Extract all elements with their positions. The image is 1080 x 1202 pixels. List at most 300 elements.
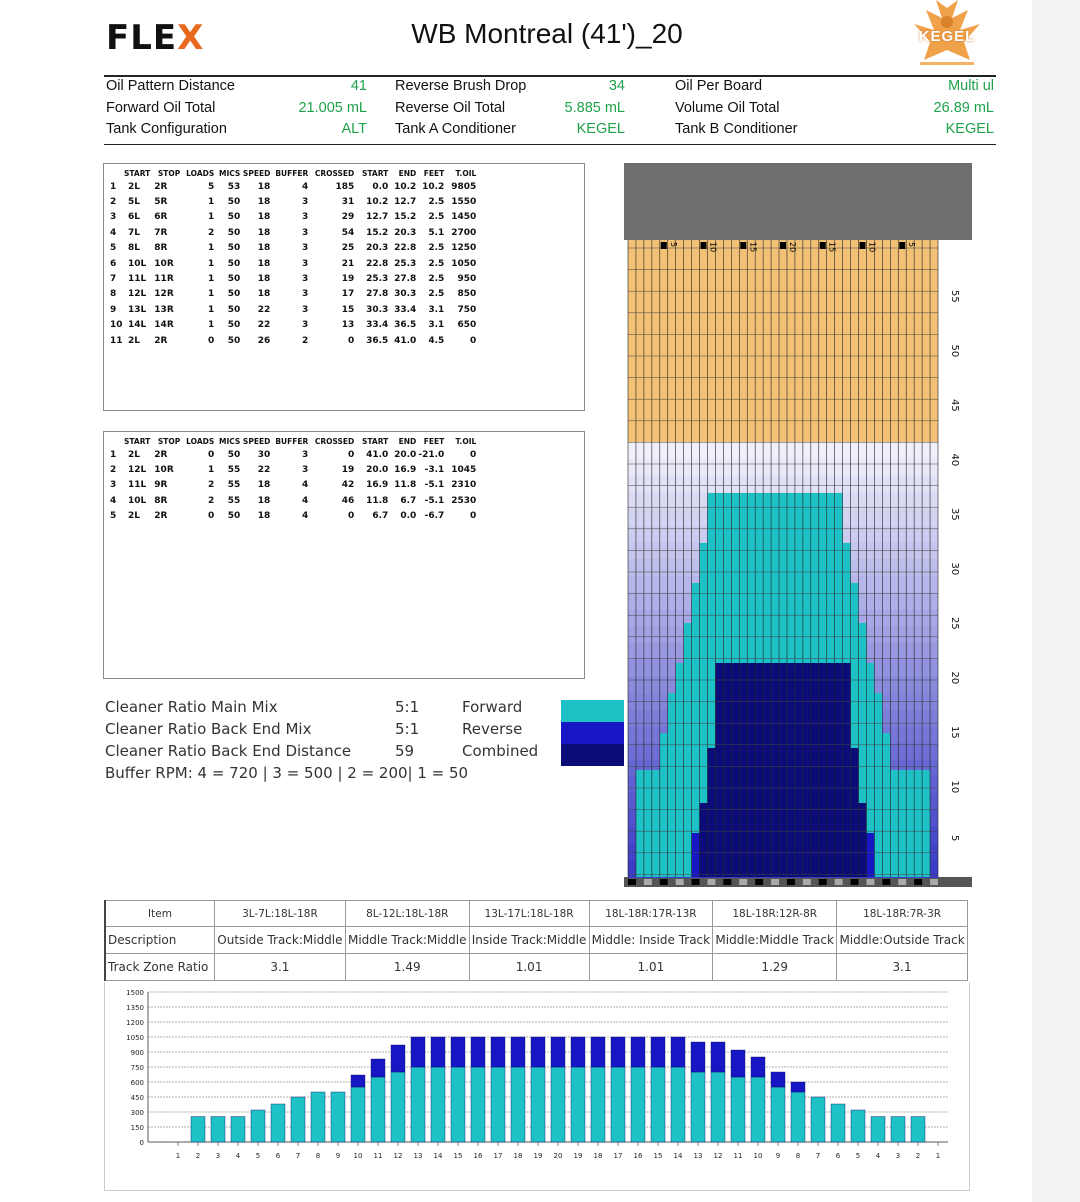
combined-oil-board [859,803,867,877]
forward-oil-board [636,770,644,877]
table-cell: 1 [208,274,215,285]
table-cell: 4.5 [428,335,445,346]
table-cell: 50 [227,320,241,331]
bar-reverse [651,1037,665,1067]
zone-header-cell: 18L-18R:17R-13R [589,901,713,927]
table-cell: 185 [335,181,355,192]
combined-oil-board [771,663,779,877]
foul-dot [692,879,700,885]
table-cell: 36.5 [394,320,417,331]
x-tick-label: 18 [593,1152,603,1160]
table-cell: 55 [227,480,241,491]
column-header [110,435,124,447]
reverse-swatch [561,722,625,744]
top-board-label: 5 [907,242,917,248]
table-cell: 5R [154,197,168,208]
table-cell: 18 [257,197,271,208]
table-cell: 22.8 [366,258,389,269]
column-header: FEET [423,168,445,178]
target-arrow [780,242,786,249]
info-label: Oil Pattern Distance [106,78,235,94]
x-tick-label: 13 [693,1152,703,1160]
x-tick-label: 4 [875,1152,881,1160]
x-tick-label: 18 [513,1152,523,1160]
table-cell: 6L [128,212,140,223]
zone-description-cell: Outside Track:Middle [215,927,346,954]
table-cell: 7 [110,274,117,285]
legend-label: Combined [462,742,539,760]
x-tick-label: 19 [573,1152,583,1160]
table-cell: 10.2 [394,181,417,192]
column-header: FEET [423,436,445,446]
reverse-oil-board [692,833,700,877]
forward-oil-board [898,770,906,877]
y-tick-label: 600 [130,1079,144,1087]
table-cell: 4 [110,227,117,238]
table-cell: 17 [341,289,355,300]
foul-dot [676,879,684,885]
table-cell: 22 [257,320,271,331]
x-tick-label: 10 [353,1152,363,1160]
y-tick-label: 1350 [126,1004,144,1012]
foul-dot [851,879,859,885]
combined-oil-board [779,663,787,877]
top-board-label: 10 [867,242,877,253]
x-tick-label: 3 [215,1152,221,1160]
table-row [110,478,476,493]
table-cell: 2L [128,335,140,346]
table-cell: 850 [457,289,477,300]
x-tick-label: 15 [453,1152,463,1160]
x-tick-label: 19 [533,1152,543,1160]
info-label: Volume Oil Total [675,100,780,116]
bar-forward [491,1067,505,1142]
table-cell: 9R [154,480,168,491]
table-cell: 18 [257,227,271,238]
forward-oil-board [676,663,684,877]
table-cell: 2R [154,181,168,192]
bar-forward [471,1067,485,1142]
table-cell: 0 [208,335,215,346]
bar-reverse [431,1037,445,1067]
table-cell: 12.7 [366,212,389,223]
column-header [110,167,124,179]
table-cell: 3 [302,274,309,285]
x-tick-label: 7 [295,1152,301,1160]
table-cell: 36.5 [366,335,389,346]
legend-label: Reverse [462,720,523,738]
column-header: SPEED [242,436,271,446]
table-cell: 25 [341,243,355,254]
zone-description-cell: Middle: Inside Track [589,927,713,954]
zone-ratio-cell: Track Zone Ratio [105,954,215,981]
bar-reverse [371,1059,385,1077]
column-header: START [362,436,389,446]
forward-oil-board [652,770,660,877]
table-cell: 0.0 [400,511,417,522]
foul-dot [644,879,652,885]
info-col-1 [106,78,367,142]
table-cell: 8R [154,243,168,254]
x-tick-label: 16 [633,1152,643,1160]
table-cell: 20.0 [366,465,389,476]
table-row [110,194,476,209]
table-cell: 54 [341,227,355,238]
x-tick-label: 15 [653,1152,663,1160]
buffer-rpm: Buffer RPM: 4 = 720 | 3 = 500 | 2 = 200| 1 = 50 [105,764,469,782]
table-row [110,318,476,333]
table-cell: 5L [128,197,140,208]
target-arrow [661,242,667,249]
table-cell: 18 [257,495,271,506]
table-cell: 15 [341,304,355,315]
y-tick-label: 1200 [126,1019,144,1027]
x-tick-label: 14 [673,1152,683,1160]
table-row [110,302,476,317]
bar-forward [691,1072,705,1142]
table-cell: 50 [227,212,241,223]
table-cell: 18 [257,274,271,285]
combined-oil-board [819,663,827,877]
combined-oil-board [731,663,739,877]
bar-forward [451,1067,465,1142]
table-cell: 15.2 [394,212,417,223]
table-cell: 41.0 [394,335,417,346]
x-tick-label: 11 [733,1152,743,1160]
pattern-title: WB Montreal (41')_20 [411,18,683,49]
x-tick-label: 6 [835,1152,841,1160]
distance-label: 50 [949,344,960,358]
pattern-gradient-band [628,442,938,460]
column-header: START [124,436,151,446]
table-cell: 33.4 [366,320,389,331]
table-cell: 12L [128,465,147,476]
table-cell: 2700 [451,227,477,238]
table-cell: 10L [128,258,147,269]
table-cell: 11.8 [366,495,389,506]
table-cell: 11.8 [394,480,417,491]
combined-oil-board [723,663,731,877]
foul-dot [898,879,906,885]
table-cell: 18 [257,243,271,254]
zone-description-cell: Inside Track:Middle [469,927,589,954]
column-header: MICS [218,168,241,178]
table-cell: 4 [302,511,309,522]
bar-forward [331,1092,345,1142]
table-cell: 2 [208,480,215,491]
table-cell: 50 [227,304,241,315]
flex-logo: FLEX [106,18,205,58]
distance-label: 55 [949,290,960,303]
kegel-logo: KEGEL [906,0,988,72]
table-cell: 33.4 [394,304,417,315]
bar-forward [711,1072,725,1142]
table-cell: 11L [128,274,147,285]
table-cell: 27.8 [366,289,389,300]
table-cell: 3 [302,304,309,315]
column-header: STOP [157,436,181,446]
table-cell: 22.8 [394,243,417,254]
table-cell: 46 [341,495,355,506]
table-cell: 14L [128,320,147,331]
x-tick-label: 5 [255,1152,261,1160]
combined-oil-board [811,663,819,877]
table-cell: 10.2 [422,181,445,192]
combined-oil-board [787,663,795,877]
bar-reverse [451,1037,465,1067]
x-tick-label: 4 [235,1152,241,1160]
zone-header-cell: 8L-12L:18L-18R [345,901,469,927]
table-cell: 4 [302,480,309,491]
combined-oil-board [739,663,747,877]
column-header: CROSSED [314,436,355,446]
pattern-gradient-band [628,475,938,493]
table-cell: 4 [110,495,117,506]
cleaner-label: Cleaner Ratio Back End Mix [105,720,312,738]
foul-dot [787,879,795,885]
table-cell: -5.1 [424,495,445,506]
zone-header-row [105,901,968,927]
bar-reverse [571,1037,585,1067]
info-value: ALT [341,121,367,137]
info-value: KEGEL [945,121,994,137]
table-cell: 1450 [451,212,477,223]
bar-reverse [691,1042,705,1072]
target-arrow [740,242,746,249]
table-cell: 13 [341,320,355,331]
table-cell: 2530 [451,495,477,506]
table-cell: -5.1 [424,480,445,491]
table-cell: 3.1 [428,304,445,315]
table-cell: 19 [341,465,355,476]
zone-header-cell: 13L-17L:18L-18R [469,901,589,927]
zone-description-row [105,927,968,954]
foul-dot [882,879,890,885]
table-row [110,333,476,348]
table-cell: 0 [470,449,477,460]
info-value: Multi ul [948,78,994,94]
forward-oil-board [684,623,692,877]
table-header-row [110,167,476,179]
table-cell: 50 [227,449,241,460]
foul-dot [930,879,938,885]
table-cell: 5 [110,511,117,522]
distance-label: 20 [949,671,960,685]
forward-oil-board [660,733,668,877]
table-cell: 10R [154,258,174,269]
table-cell: 2.5 [428,274,445,285]
combined-oil-board [715,663,723,877]
table-row [110,241,476,256]
table-cell: 2 [208,227,215,238]
table-cell: 2R [154,335,168,346]
table-cell: 1 [208,465,215,476]
bar-forward [631,1067,645,1142]
x-tick-label: 14 [433,1152,443,1160]
y-tick-label: 1500 [126,990,144,997]
top-board-label: 15 [827,242,837,253]
bar-forward [351,1087,365,1142]
bar-reverse [611,1037,625,1067]
table-cell: 0 [348,511,355,522]
table-cell: 12L [128,289,147,300]
table-cell: 3 [302,320,309,331]
bar-forward [271,1104,285,1142]
x-tick-label: 2 [195,1152,201,1160]
table-cell: 5.1 [428,227,445,238]
table-cell: 0 [470,511,477,522]
table-cell: 3 [302,243,309,254]
reverse-oil-board [866,833,874,877]
oil-region [628,240,938,442]
table-cell: -21.0 [418,449,445,460]
foul-dot [835,879,843,885]
table-cell: 16.9 [394,465,417,476]
table-cell: 750 [457,304,477,315]
distance-label: 15 [949,726,960,739]
cleaner-value: 5:1 [395,698,420,716]
combined-oil-board [747,663,755,877]
table-row [110,509,476,524]
bar-forward [851,1110,865,1142]
column-header: SPEED [242,168,271,178]
info-label: Oil Per Board [675,78,763,94]
reverse-load-table [103,431,585,679]
info-col-3 [675,78,994,142]
table-cell: 21 [341,258,355,269]
info-col-2 [395,78,625,142]
forward-oil-board [668,693,676,877]
combined-oil-board [843,663,851,877]
table-cell: 0 [208,511,215,522]
table-cell: 22 [257,304,271,315]
x-tick-label: 20 [553,1152,563,1160]
x-tick-label: 12 [393,1152,403,1160]
table-cell: 50 [227,258,241,269]
table-cell: 1 [110,449,117,460]
forward-oil-board [914,770,922,877]
combined-oil-board [835,663,843,877]
table-cell: 2.5 [428,212,445,223]
cleaner-section [105,698,545,788]
bar-forward [431,1067,445,1142]
table-cell: 8R [154,495,168,506]
bar-forward [211,1117,225,1143]
top-board-label: 15 [748,242,758,253]
track-zone-table [104,900,968,980]
distance-label: 45 [949,399,960,412]
x-tick-label: 5 [855,1152,861,1160]
bar-forward [791,1092,805,1142]
target-arrow [701,242,707,249]
table-cell: 50 [227,289,241,300]
x-tick-label: 3 [895,1152,901,1160]
bar-forward [831,1104,845,1142]
table-cell: 10.2 [366,197,389,208]
table-cell: 30.3 [366,304,389,315]
forward-swatch [561,700,625,722]
table-cell: 6 [110,258,117,269]
bar-forward [571,1067,585,1142]
foul-dot [739,879,747,885]
table-cell: 4 [302,181,309,192]
x-tick-label: 12 [713,1152,723,1160]
bar-reverse [511,1037,525,1067]
table-cell: 19 [341,274,355,285]
table-cell: 2L [128,511,140,522]
table-cell: 13L [128,304,147,315]
forward-oil-board [882,733,890,877]
table-cell: 50 [227,197,241,208]
oil-pattern-graph [624,163,972,887]
table-cell: 18 [257,258,271,269]
table-cell: 1250 [451,243,477,254]
table-cell: 18 [257,181,271,192]
combined-oil-board [851,748,859,877]
table-cell: 2.5 [428,197,445,208]
y-tick-label: 1050 [126,1034,144,1042]
zone-description-cell: Description [105,927,215,954]
table-cell: 11R [154,274,174,285]
table-cell: 29 [341,212,355,223]
bar-reverse [791,1082,805,1092]
column-header: LOADS [186,436,215,446]
column-header: LOADS [186,168,215,178]
y-tick-label: 300 [130,1109,144,1117]
table-cell: 0.0 [372,181,389,192]
table-cell: 3 [302,227,309,238]
table-cell: 11L [128,480,147,491]
combined-oil-board [700,803,708,877]
forward-oil-board [644,770,652,877]
table-cell: 3 [302,197,309,208]
zone-ratio-cell: 3.1 [215,954,346,981]
table-row [110,493,476,508]
x-tick-label: 16 [473,1152,483,1160]
table-cell: 8L [128,243,140,254]
column-header: T.OIL [455,436,477,446]
forward-oil-board [922,770,930,877]
column-header: MICS [218,436,241,446]
bar-forward [511,1067,525,1142]
column-header: START [124,168,151,178]
x-tick-label: 8 [315,1152,321,1160]
foul-dot [755,879,763,885]
zone-ratio-cell: 3.1 [837,954,968,981]
bar-reverse [411,1037,425,1067]
table-cell: 9805 [451,181,477,192]
distance-label: 25 [949,617,960,630]
info-value: 41 [350,78,367,94]
foul-dot [819,879,827,885]
info-value: 21.005 mL [298,100,367,116]
legend-label: Forward [462,698,523,716]
x-tick-label: 8 [795,1152,801,1160]
bar-reverse [591,1037,605,1067]
bar-forward [191,1117,205,1143]
table-cell: 50 [227,227,241,238]
x-tick-label: 17 [613,1152,623,1160]
y-tick-label: 150 [130,1124,144,1132]
board-volume-chart [110,990,960,1170]
table-cell: 0 [348,335,355,346]
forward-oil-board [692,583,700,877]
foul-dot [628,879,636,885]
table-cell: 20.3 [394,227,417,238]
table-cell: 2R [154,449,168,460]
table-header-row [110,435,476,447]
table-cell: 10R [154,465,174,476]
